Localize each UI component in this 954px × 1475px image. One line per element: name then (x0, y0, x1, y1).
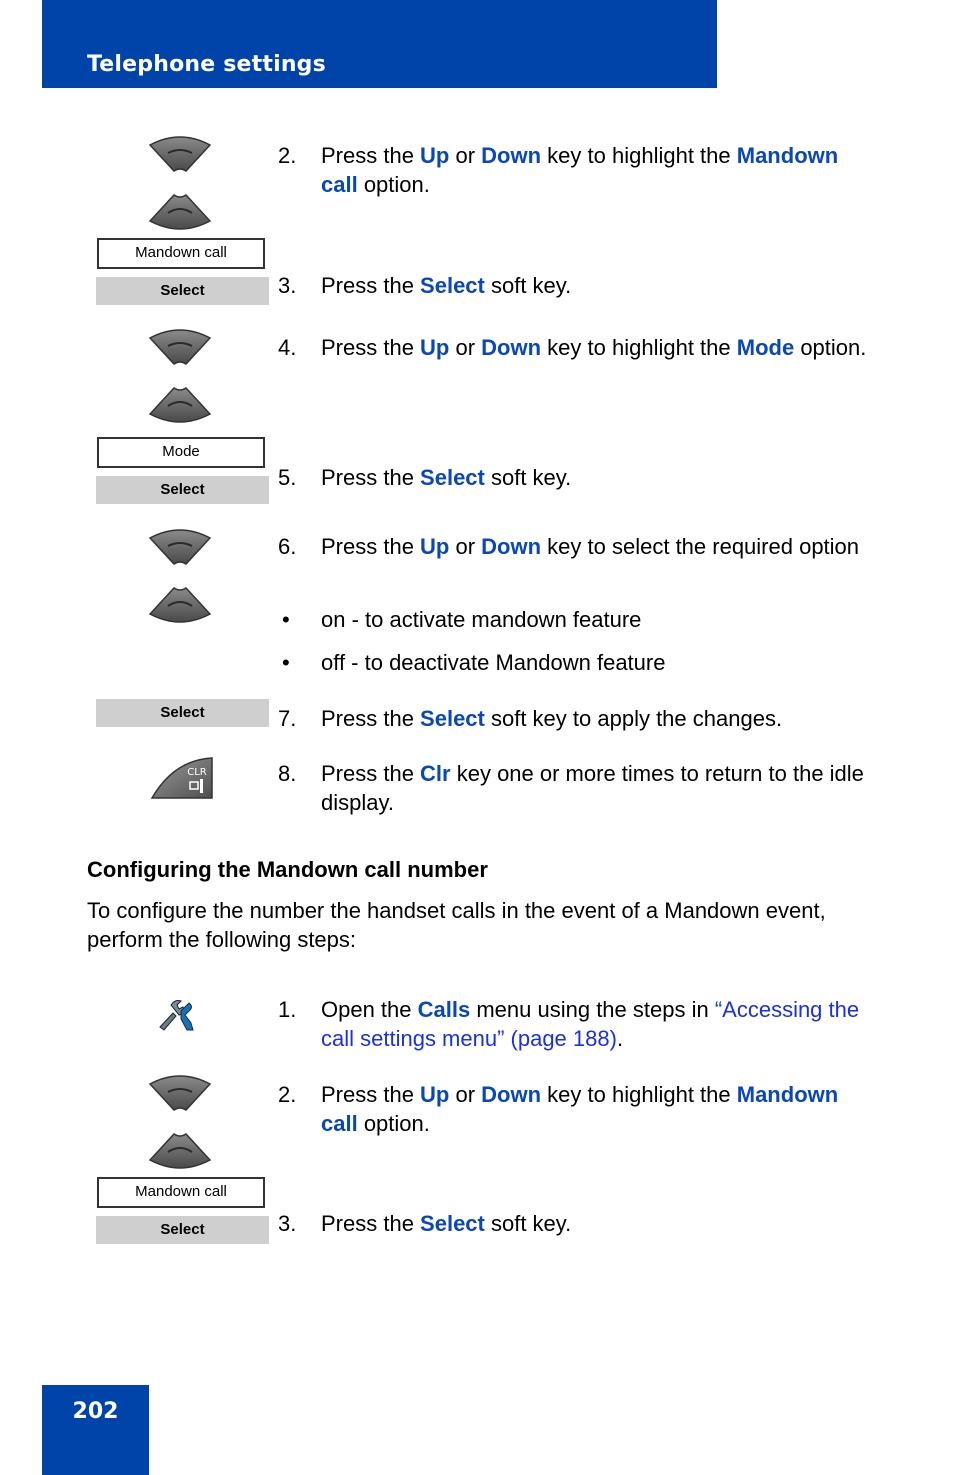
up-key-ref: Up (420, 534, 450, 559)
page-footer (42, 1385, 149, 1475)
select-key-ref: Select (420, 706, 485, 731)
section-intro: To configure the number the handset calls in the event of a Mandown event, perform the following steps: (87, 898, 826, 952)
bullet-off-option: • off - to deactivate Mandown feature (282, 650, 666, 675)
section-heading: Configuring the Mandown call number (87, 857, 488, 882)
clr-key-ref: Clr (420, 761, 451, 786)
display-mandown-call: Mandown call (97, 1177, 265, 1208)
up-key-ref: Up (420, 335, 450, 360)
step-7-apply: 7. Press the Select soft key to apply the changes. (278, 706, 783, 731)
down-key-ref: Down (481, 534, 542, 559)
tools-icon (157, 997, 197, 1033)
step-8-clr: 8. Press the Clr key one or more times to return to the idle display. (278, 761, 864, 815)
display-mandown-call: Mandown call (97, 238, 265, 269)
step-3-select: 3. Press the Select soft key. (278, 273, 572, 298)
up-key-ref: Up (420, 143, 450, 168)
select-softkey[interactable]: Select (96, 1216, 269, 1244)
select-key-ref: Select (420, 465, 485, 490)
step-5-select: 5. Press the Select soft key. (278, 465, 572, 490)
step-2-highlight-mandown: 2. Press the Up or Down key to highlight the Mandown call option. (278, 1082, 839, 1136)
down-key-ref: Down (481, 1082, 542, 1107)
page-number: 202 (72, 1399, 119, 1424)
calls-menu-ref: Calls (417, 997, 471, 1022)
select-key-ref: Select (420, 273, 485, 298)
bullet-on-option: • on - to activate mandown feature (282, 607, 642, 632)
clr-key-label: CLR (187, 767, 207, 778)
call-settings-link[interactable]: “Accessing the call settings menu” (page 188) (321, 997, 860, 1051)
clr-key-icon (150, 756, 216, 802)
step-1-open-calls: 1. Open the Calls menu using the steps in “Accessing the call settings menu” (page 188). (278, 997, 860, 1051)
select-softkey[interactable]: Select (96, 277, 269, 305)
nav-up-down-key-icon (146, 326, 214, 426)
step-4-highlight-mode: 4. Press the Up or Down key to highlight the Mode option. (278, 335, 867, 360)
header-title: Telephone settings (87, 52, 326, 77)
down-key-ref: Down (481, 335, 542, 360)
step-6-select-option: 6. Press the Up or Down key to select the required option (278, 534, 860, 559)
down-key-ref: Down (481, 143, 542, 168)
select-key-ref: Select (420, 1211, 485, 1236)
up-key-ref: Up (420, 1082, 450, 1107)
nav-up-down-key-icon (146, 526, 214, 626)
select-softkey[interactable]: Select (96, 476, 269, 504)
option-ref: Mode (736, 335, 795, 360)
select-softkey[interactable]: Select (96, 699, 269, 727)
step-3-select: 3. Press the Select soft key. (278, 1211, 572, 1236)
option-ref: Mandown call (321, 143, 839, 197)
display-mode: Mode (97, 437, 265, 468)
step-2-highlight-mandown: 2. Press the Up or Down key to highlight the Mandown call option. (278, 143, 839, 197)
nav-up-down-key-icon (146, 133, 214, 233)
nav-up-down-key-icon (146, 1072, 214, 1172)
page-header (42, 0, 717, 88)
option-ref: Mandown call (321, 1082, 839, 1136)
